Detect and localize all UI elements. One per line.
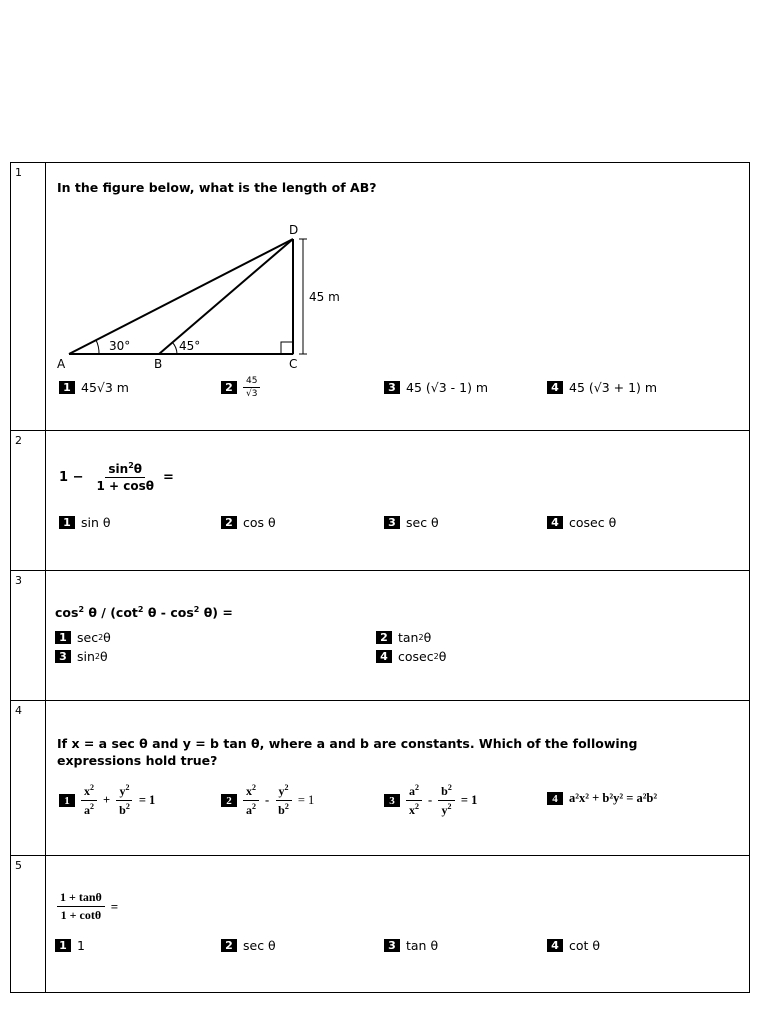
- option-text: 45√3 m: [81, 380, 129, 395]
- label-d: D: [289, 223, 299, 237]
- option-4[interactable]: 4 cosec θ: [547, 515, 616, 530]
- question-table: [10, 162, 750, 993]
- question-row-4: [11, 701, 749, 856]
- angle-b-label: 45°: [179, 339, 201, 353]
- option-badge: 2: [221, 381, 237, 394]
- option-4[interactable]: 4 cot θ: [547, 938, 600, 953]
- option-2[interactable]: 2 sec θ: [221, 938, 276, 953]
- option-4[interactable]: [547, 380, 657, 395]
- option-3[interactable]: 3 $\frac{a^2}{x^2}$ - $\frac{b^2}{y^2}$ = 1: [384, 783, 483, 818]
- label-c: C: [289, 357, 298, 369]
- question-row-1: [11, 163, 749, 431]
- option-fraction: $\frac{45}{√3}$: [243, 376, 260, 399]
- question-number: 2: [11, 431, 46, 570]
- option-2[interactable]: 2 $\frac{x^2}{a^2}$ - $\frac{y^2}{b^2}$ = 1: [221, 783, 320, 818]
- option-3[interactable]: [384, 380, 488, 395]
- triangle-figure: [47, 219, 347, 369]
- option-text: 45 (√3 + 1) m: [569, 380, 658, 395]
- option-2[interactable]: 2 cos θ: [221, 515, 276, 530]
- option-badge: 3: [384, 381, 400, 394]
- option-1[interactable]: 1 sin θ: [59, 515, 111, 530]
- question-text: In the figure below, what is the length of AB?: [57, 180, 377, 195]
- question-expression: 1 − $\frac{\sin^2\theta}{1 + \cos\theta}$ =: [59, 461, 174, 493]
- question-number: 4: [11, 701, 46, 855]
- option-badge: 1: [59, 381, 75, 394]
- question-row-3: [11, 571, 749, 701]
- question-expression: $\frac{1 + \tan\theta}{1 + \cot\theta}$ =: [57, 890, 124, 923]
- height-label: 45 m: [309, 290, 340, 304]
- option-3[interactable]: 3 tan θ: [384, 938, 438, 953]
- question-text: If x = a sec θ and y = b tan θ, where a and b are constants. Which of the following expressions hold true?: [57, 736, 638, 768]
- question-row-2: [11, 431, 749, 571]
- option-4[interactable]: 4 cosec 2 θ: [376, 649, 446, 664]
- option-2[interactable]: 2 tan 2 θ: [376, 630, 431, 645]
- question-number: 1: [11, 163, 46, 430]
- option-1[interactable]: 1 1: [55, 938, 85, 953]
- label-a: A: [57, 357, 66, 369]
- option-text: 45 (√3 - 1) m: [406, 380, 489, 395]
- angle-a-label: 30°: [109, 339, 131, 353]
- option-2[interactable]: [221, 376, 260, 399]
- option-1[interactable]: [59, 380, 129, 395]
- option-4[interactable]: 4 a²x² + b²y² = a²b²: [547, 791, 657, 806]
- question-number: 3: [11, 571, 46, 700]
- question-number: 5: [11, 856, 46, 992]
- option-1[interactable]: 1 sec 2 θ: [55, 630, 111, 645]
- option-badge: 4: [547, 381, 563, 394]
- option-1[interactable]: 1 $\frac{x^2}{a^2}$ + $\frac{y^2}{b^2}$ = 1: [59, 783, 161, 818]
- label-b: B: [154, 357, 163, 369]
- option-3[interactable]: 3 sec θ: [384, 515, 439, 530]
- question-text: $\cos^2 \theta / (\cot^2$ θ - $\cos^2 \theta$) =: [55, 605, 233, 621]
- option-3[interactable]: 3 sin 2 θ: [55, 649, 108, 664]
- question-row-5: [11, 856, 749, 992]
